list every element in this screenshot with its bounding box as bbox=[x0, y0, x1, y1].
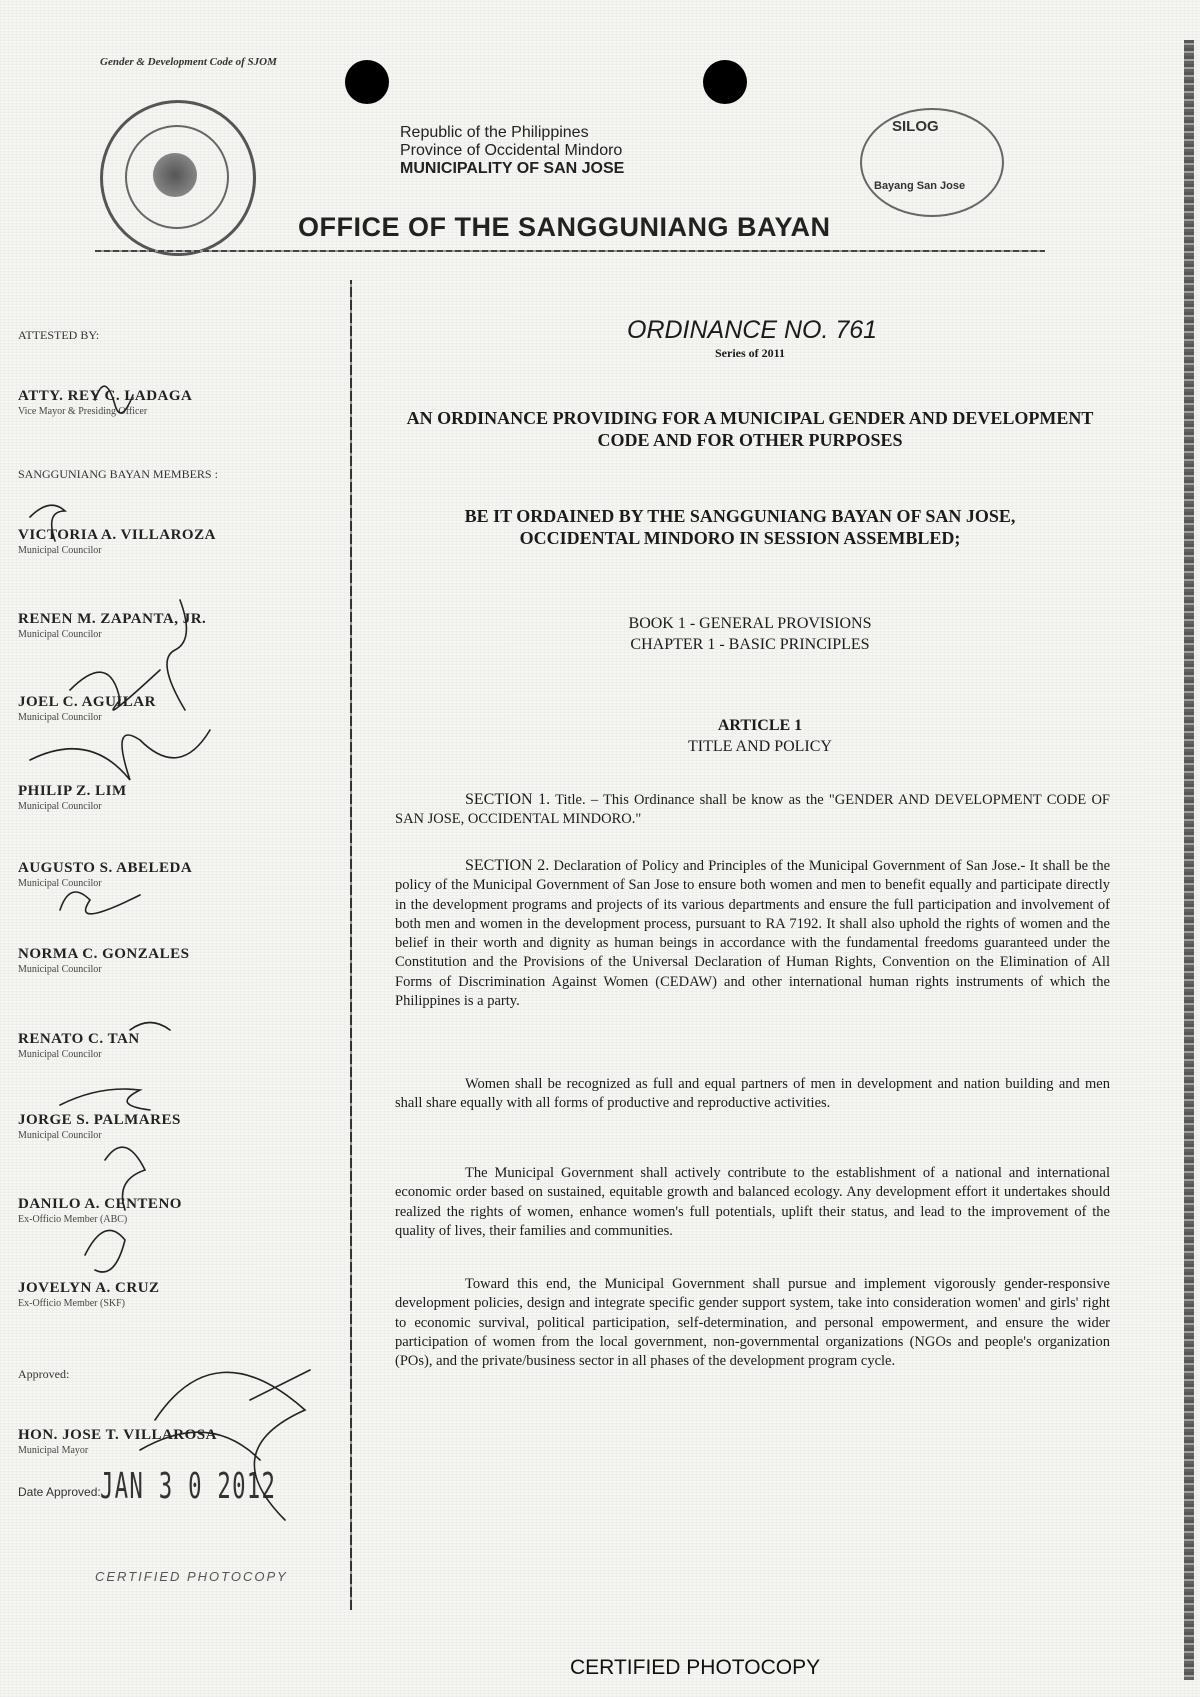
member-role: Municipal Councilor bbox=[18, 545, 102, 556]
punch-hole-right bbox=[703, 60, 747, 104]
member-role: Municipal Councilor bbox=[18, 801, 102, 812]
enacting-clause bbox=[380, 505, 1100, 549]
presiding-name: ATTY. REY C. LADAGA bbox=[18, 388, 193, 404]
members-label: SANGGUNIANG BAYAN MEMBERS : bbox=[18, 467, 218, 481]
member-role: Municipal Councilor bbox=[18, 1049, 102, 1060]
member-role: Municipal Councilor bbox=[18, 629, 102, 640]
province-line: Province of Occidental Mindoro bbox=[400, 142, 623, 159]
silog-seal-icon bbox=[860, 108, 1004, 217]
member-entry bbox=[18, 946, 189, 975]
presiding-officer bbox=[18, 388, 192, 417]
member-name: JORGE S. PALMARES bbox=[18, 1112, 181, 1128]
member-entry bbox=[18, 694, 156, 723]
column-divider bbox=[350, 280, 352, 1610]
section-1 bbox=[395, 790, 1110, 830]
paragraph-women: Women shall be recognized as full and equal partners of men in development and nation building and men shall share equally with all forms of productive and reproductive activities. bbox=[395, 1076, 1110, 1112]
letterhead bbox=[400, 124, 624, 178]
ordinance-number: ORDINANCE NO. 761 bbox=[627, 316, 878, 344]
attested-label: ATTESTED BY: bbox=[18, 328, 100, 342]
member-entry bbox=[18, 1196, 182, 1225]
member-name: DANILO A. CENTENO bbox=[18, 1196, 182, 1212]
municipal-seal-icon bbox=[100, 100, 256, 256]
mayor bbox=[18, 1427, 217, 1456]
member-role: Municipal Councilor bbox=[18, 712, 102, 723]
member-name: RENEN M. ZAPANTA, JR. bbox=[18, 611, 207, 627]
enacting-line-2: OCCIDENTAL MINDORO IN SESSION ASSEMBLED; bbox=[519, 528, 961, 548]
enacting-line-1: BE IT ORDAINED BY THE SANGGUNIANG BAYAN OF SAN JOSE, bbox=[464, 506, 1016, 526]
member-entry bbox=[18, 527, 216, 556]
member-role: Ex-Officio Member (ABC) bbox=[18, 1214, 128, 1225]
member-entry bbox=[18, 1280, 160, 1309]
mayor-name: HON. JOSE T. VILLAROSA bbox=[18, 1427, 217, 1443]
ordinance-series: Series of 2011 bbox=[715, 346, 785, 360]
republic-line: Republic of the Philippines bbox=[400, 124, 589, 141]
member-name: PHILIP Z. LIM bbox=[18, 783, 127, 799]
member-name: JOVELYN A. CRUZ bbox=[18, 1280, 160, 1296]
date-approved-stamp: JAN 3 0 2012 bbox=[100, 1466, 277, 1507]
approved-label: Approved: bbox=[18, 1367, 70, 1381]
member-entry bbox=[18, 783, 127, 812]
section-1-head: SECTION 1. bbox=[465, 791, 551, 808]
member-name: VICTORIA A. VILLAROZA bbox=[18, 527, 216, 543]
member-entry bbox=[18, 611, 206, 640]
book-line: BOOK 1 - GENERAL PROVISIONS bbox=[628, 615, 872, 632]
section-2-head: SECTION 2. bbox=[465, 857, 550, 874]
member-name: RENATO C. TAN bbox=[18, 1031, 140, 1047]
member-entry bbox=[18, 1031, 140, 1060]
certified-photocopy-stamp bbox=[570, 1656, 820, 1680]
section-2-text: Declaration of Policy and Principles of the Municipal Government of San Jose.- It shall be the policy of the Municipal Government of San Jose to ensure both women and men to benefit equally and participate directly in the development programs and projects of its various departments and ensure the full participation and involvement of both men and women in the development process, pursuant to RA 7192. It shall also uphold the rights of women and the belief in their worth and dignity as human beings in accordance with the fundamental freedoms guaranteed under the Constitution and the Provisions of the Universal Declaration of Human Rights, Convention on the Elimination of All Forms of Discrimination Against Women (CEDAW) and other international human rights instruments of which the Philippines is a party. bbox=[395, 858, 1110, 1010]
member-role: Municipal Councilor bbox=[18, 964, 102, 975]
article-title: TITLE AND POLICY bbox=[688, 738, 832, 755]
member-role: Ex-Officio Member (SKF) bbox=[18, 1298, 126, 1309]
member-role: Municipal Councilor bbox=[18, 1130, 102, 1141]
ordinance-title: AN ORDINANCE PROVIDING FOR A MUNICIPAL GENDER AND DEVELOPMENT CODE AND FOR OTHER PURPOSES bbox=[406, 408, 1094, 450]
seal-right-bottom: Bayang San Jose bbox=[874, 180, 966, 192]
footer-left-text: CERTIFIED PHOTOCOPY bbox=[95, 1569, 288, 1584]
stamp-text: CERTIFIED PHOTOCOPY bbox=[570, 1656, 821, 1679]
header-divider bbox=[95, 250, 1045, 252]
member-name: AUGUSTO S. ABELEDA bbox=[18, 860, 193, 876]
section-2 bbox=[395, 856, 1110, 1011]
member-entry bbox=[18, 1112, 181, 1141]
book-heading bbox=[500, 613, 1000, 655]
chapter-line: CHAPTER 1 - BASIC PRINCIPLES bbox=[630, 636, 870, 653]
member-entry bbox=[18, 860, 192, 889]
article-line: ARTICLE 1 bbox=[717, 717, 803, 734]
scan-edge bbox=[1184, 40, 1194, 1680]
mayor-role: Municipal Mayor bbox=[18, 1445, 89, 1456]
member-name: JOEL C. AGUILAR bbox=[18, 694, 156, 710]
member-role: Municipal Councilor bbox=[18, 878, 102, 889]
seal-right-text: SILOG bbox=[892, 118, 939, 135]
punch-hole-left bbox=[345, 60, 389, 104]
section-1-text: Title. – This Ordinance shall be know as the "GENDER AND DEVELOPMENT CODE OF SAN JOSE, OCCIDENTAL MINDORO." bbox=[395, 792, 1110, 828]
article-heading bbox=[560, 715, 960, 757]
top-note: Gender & Development Code of SJOM bbox=[100, 56, 277, 68]
member-name: NORMA C. GONZALES bbox=[18, 946, 190, 962]
office-title: OFFICE OF THE SANGGUNIANG BAYAN bbox=[298, 212, 831, 242]
date-approved-label: Date Approved: bbox=[18, 1485, 101, 1499]
paragraph-toward-end: Toward this end, the Municipal Government shall pursue and implement vigorously gender-responsive development policies, design and integrate specific gender support system, take into consideration women' and girls' right to economic survival, political participation, self-determination, and personal empowerment, and ensure the wider participation of women from the local government, non-governmental organizations (NGOs and people's organization (POs), and the private/business sector in all phases of the development program cycle. bbox=[395, 1276, 1110, 1370]
municipality-line: MUNICIPALITY OF SAN JOSE bbox=[400, 160, 625, 177]
paragraph-economic-order: The Municipal Government shall actively contribute to the establishment of a national and international economic order based on sustained, equitable growth and balanced ecology. Any development effort it undertakes should realized the rights of women, enhance women's full potentials, uplift their status, and lead to the improvement of the quality of lives, their families and communities. bbox=[395, 1165, 1110, 1239]
presiding-role: Vice Mayor & Presiding Officer bbox=[18, 406, 148, 417]
